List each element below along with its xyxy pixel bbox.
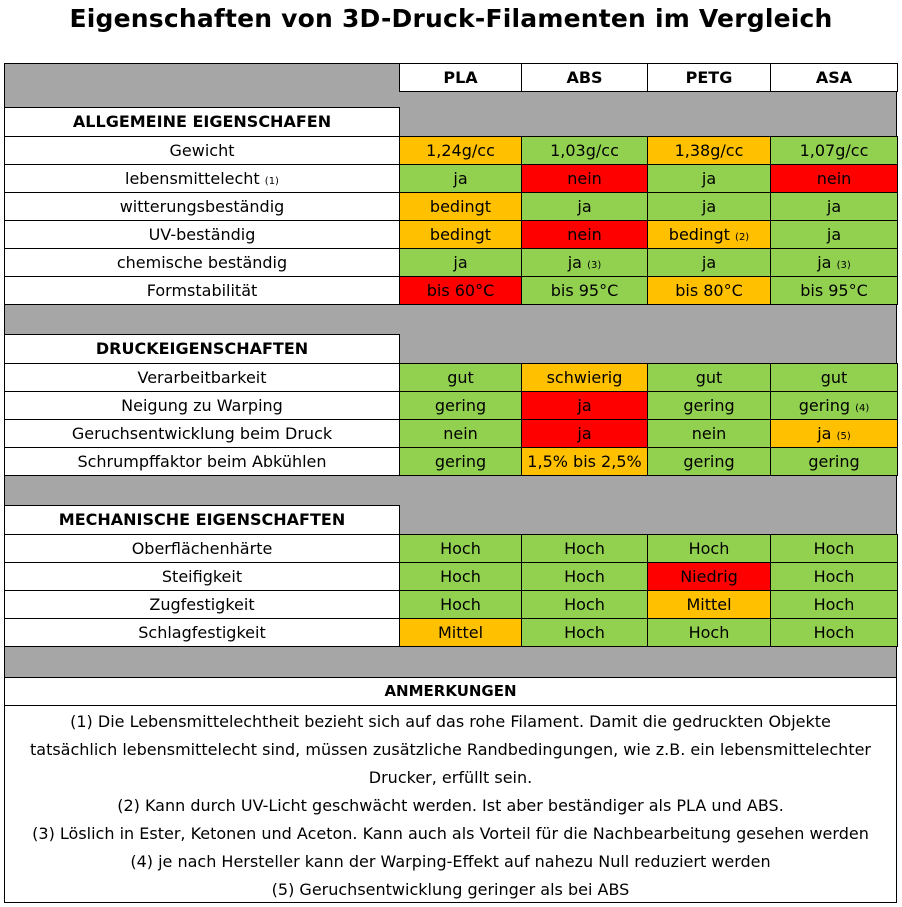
cell-text: ja: [826, 225, 842, 244]
cell-text: gut: [447, 368, 474, 387]
rating-cell-asa: [770, 192, 898, 221]
cell-text: gering: [798, 396, 851, 415]
cell-text: gering: [683, 396, 735, 415]
notes-heading: ANMERKUNGEN: [4, 677, 897, 706]
rating-cell-asa: [770, 248, 898, 277]
cell-text: 1,24g/cc: [426, 141, 495, 160]
note-line: (3) Löslich in Ester, Ketonen und Aceton. Kann auch als Vorteil für die Nachbearbeitung gesehen werden: [32, 824, 869, 843]
rating-cell-pla: [399, 447, 522, 476]
rating-cell-pla: [399, 276, 522, 305]
rating-cell-asa: [770, 419, 898, 448]
cell-text: PLA: [443, 68, 478, 87]
cell-text: ja: [453, 253, 468, 272]
rating-cell-petg: [647, 276, 771, 305]
cell-text: Gewicht: [169, 141, 235, 160]
cell-text: PETG: [685, 68, 733, 87]
cell-text: 1,07g/cc: [799, 141, 869, 160]
cell-text: ja: [817, 424, 832, 443]
rating-cell-petg: [647, 534, 771, 563]
rating-cell-petg: [647, 419, 771, 448]
rating-cell-abs: [521, 220, 648, 249]
cell-text: Verarbeitbarkeit: [137, 368, 267, 387]
cell-text: bedingt: [668, 225, 730, 244]
rating-cell-abs: [521, 164, 648, 193]
rating-cell-abs: [521, 391, 648, 420]
rating-cell-abs: [521, 248, 648, 277]
rating-cell-pla: [399, 534, 522, 563]
cell-text: gering: [808, 452, 860, 471]
cell-text: gering: [434, 452, 487, 471]
cell-text: nein: [567, 225, 602, 244]
footnote-ref: (2): [735, 232, 750, 243]
rating-cell-petg: [647, 220, 771, 249]
cell-text: Zugfestigkeit: [149, 595, 255, 614]
rating-cell-asa: [770, 276, 898, 305]
section-heading: [4, 334, 400, 364]
rating-cell-pla: [399, 192, 522, 221]
cell-text: Hoch: [564, 623, 605, 642]
cell-text: ja: [577, 396, 592, 415]
cell-text: ja: [567, 253, 582, 272]
rating-cell-pla: [399, 363, 522, 392]
cell-text: ja: [577, 424, 592, 443]
rating-cell-petg: [647, 562, 771, 591]
column-header-asa: [770, 63, 898, 92]
row-label: [4, 276, 400, 305]
cell-text: Neigung zu Warping: [121, 396, 283, 415]
row-label: [4, 618, 400, 647]
footnote-ref: (3): [587, 260, 602, 271]
rating-cell-petg: [647, 618, 771, 647]
rating-cell-pla: [399, 248, 522, 277]
rating-cell-asa: [770, 391, 898, 420]
rating-cell-abs: [521, 562, 648, 591]
cell-text: 1,5% bis 2,5%: [527, 452, 642, 471]
rating-cell-petg: [647, 192, 771, 221]
rating-cell-abs: [521, 363, 648, 392]
cell-text: Hoch: [688, 623, 730, 642]
column-header-abs: [521, 63, 648, 92]
cell-text: ja: [701, 253, 717, 272]
rating-cell-abs: [521, 534, 648, 563]
note-line: Drucker, erfüllt sein.: [368, 768, 533, 787]
cell-text: bedingt: [429, 225, 492, 244]
cell-text: MECHANISCHE EIGENSCHAFTEN: [58, 510, 346, 529]
rating-cell-pla: [399, 164, 522, 193]
rating-cell-abs: [521, 192, 648, 221]
rating-cell-asa: [770, 447, 898, 476]
rating-cell-pla: [399, 391, 522, 420]
cell-text: ja: [453, 169, 468, 188]
rating-cell-abs: [521, 419, 648, 448]
rating-cell-petg: [647, 391, 771, 420]
cell-text: Oberflächenhärte: [131, 539, 273, 558]
cell-text: Niedrig: [680, 567, 738, 586]
row-label: [4, 363, 400, 392]
rating-cell-abs: [521, 618, 648, 647]
cell-text: lebensmittelecht: [125, 169, 260, 188]
cell-text: bis 95°C: [800, 281, 868, 300]
cell-text: Hoch: [688, 539, 730, 558]
rating-cell-pla: [399, 419, 522, 448]
cell-text: nein: [443, 424, 478, 443]
cell-text: ja: [577, 197, 592, 216]
cell-text: Hoch: [440, 567, 481, 586]
cell-text: Schlagfestigkeit: [138, 623, 266, 642]
rating-cell-petg: [647, 447, 771, 476]
cell-text: Hoch: [564, 539, 605, 558]
cell-text: Hoch: [564, 595, 605, 614]
cell-text: Schrumpffaktor beim Abkühlen: [77, 452, 327, 471]
cell-text: witterungsbeständig: [119, 197, 285, 216]
cell-text: nein: [816, 169, 852, 188]
rating-cell-asa: [770, 562, 898, 591]
rating-cell-abs: [521, 276, 648, 305]
cell-text: DRUCKEIGENSCHAFTEN: [95, 339, 309, 358]
row-label: [4, 164, 400, 193]
cell-text: Formstabilität: [146, 281, 258, 300]
rating-cell-pla: [399, 618, 522, 647]
cell-text: bis 60°C: [426, 281, 495, 300]
note-line: (2) Kann durch UV-Licht geschwächt werden. Ist aber beständiger als PLA und ABS.: [117, 796, 784, 815]
rating-cell-asa: [770, 220, 898, 249]
cell-text: ja: [701, 197, 717, 216]
cell-text: gut: [820, 368, 848, 387]
note-line: tatsächlich lebensmittelecht sind, müssen zusätzliche Randbedingungen, wie z.B. ein lebensmittelechter: [29, 740, 872, 759]
row-label: [4, 534, 400, 563]
rating-cell-asa: [770, 534, 898, 563]
cell-text: UV-beständig: [148, 225, 256, 244]
cell-text: Geruchsentwicklung beim Druck: [71, 424, 333, 443]
rating-cell-abs: [521, 447, 648, 476]
notes-box: [4, 705, 897, 903]
cell-text: ja: [817, 253, 832, 272]
footnote-ref: (3): [836, 260, 851, 271]
rating-cell-petg: [647, 590, 771, 619]
cell-text: 1,38g/cc: [674, 141, 744, 160]
row-label: [4, 136, 400, 165]
row-label: [4, 220, 400, 249]
rating-cell-pla: [399, 562, 522, 591]
note-line: (4) je nach Hersteller kann der Warping-Effekt auf nahezu Null reduziert werden: [130, 852, 771, 871]
row-label: [4, 562, 400, 591]
row-label: [4, 447, 400, 476]
section-heading: [4, 107, 400, 137]
cell-text: Hoch: [813, 595, 855, 614]
column-header-pla: [399, 63, 522, 92]
cell-text: Mittel: [437, 623, 484, 642]
row-label: [4, 192, 400, 221]
note-line: (1) Die Lebensmittelechtheit bezieht sich auf das rohe Filament. Damit die gedruckten Objekte: [70, 712, 831, 731]
cell-text: Hoch: [440, 539, 481, 558]
cell-text: ASA: [815, 68, 853, 87]
rating-cell-abs: [521, 136, 648, 165]
cell-text: Hoch: [440, 595, 481, 614]
cell-text: Hoch: [813, 539, 855, 558]
rating-cell-asa: [770, 164, 898, 193]
rating-cell-asa: [770, 136, 898, 165]
cell-text: gering: [683, 452, 735, 471]
row-label: [4, 248, 400, 277]
rating-cell-pla: [399, 220, 522, 249]
rating-cell-petg: [647, 248, 771, 277]
cell-text: 1,03g/cc: [550, 141, 619, 160]
rating-cell-asa: [770, 590, 898, 619]
cell-text: chemische beständig: [116, 253, 288, 272]
rating-cell-pla: [399, 136, 522, 165]
cell-text: gut: [695, 368, 723, 387]
cell-text: Hoch: [564, 567, 605, 586]
row-label: [4, 391, 400, 420]
rating-cell-asa: [770, 618, 898, 647]
section-heading: [4, 505, 400, 535]
rating-cell-petg: [647, 363, 771, 392]
cell-text: Hoch: [813, 567, 855, 586]
cell-text: schwierig: [546, 368, 623, 387]
cell-text: ALLGEMEINE EIGENSCHAFEN: [72, 112, 332, 131]
note-line: (5) Geruchsentwicklung geringer als bei ABS: [271, 880, 630, 899]
rating-cell-asa: [770, 363, 898, 392]
rating-cell-abs: [521, 590, 648, 619]
rating-cell-petg: [647, 136, 771, 165]
row-label: [4, 590, 400, 619]
cell-text: nein: [691, 424, 727, 443]
cell-text: Steifigkeit: [161, 567, 243, 586]
cell-text: bis 80°C: [675, 281, 743, 300]
cell-text: Hoch: [813, 623, 855, 642]
cell-text: ja: [701, 169, 717, 188]
footnote-ref: (1): [264, 176, 279, 187]
cell-text: gering: [434, 396, 487, 415]
row-label: [4, 419, 400, 448]
cell-text: bedingt: [429, 197, 492, 216]
column-header-petg: [647, 63, 771, 92]
rating-cell-petg: [647, 164, 771, 193]
cell-text: Mittel: [686, 595, 732, 614]
cell-text: nein: [567, 169, 602, 188]
page-title: Eigenschaften von 3D-Druck-Filamenten im Vergleich: [69, 4, 833, 33]
footnote-ref: (4): [855, 403, 870, 414]
footnote-ref: (5): [836, 431, 851, 442]
cell-text: ABS: [566, 68, 603, 87]
rating-cell-pla: [399, 590, 522, 619]
cell-text: ja: [826, 197, 842, 216]
cell-text: bis 95°C: [550, 281, 619, 300]
